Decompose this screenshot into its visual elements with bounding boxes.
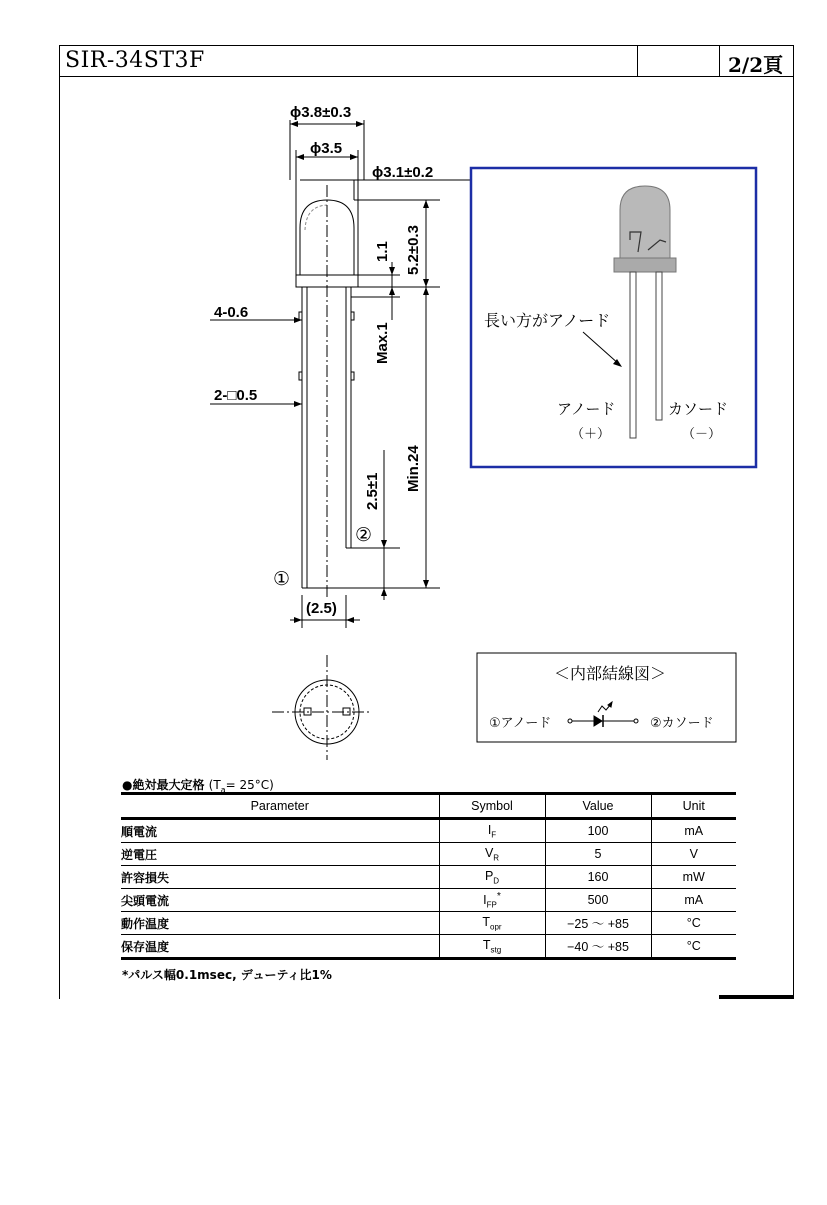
dim-max: Max.1 [374, 322, 391, 364]
dim-pitch: (2.5) [306, 600, 337, 617]
dim-outer-diameter: ϕ3.8±0.3 [290, 104, 352, 121]
table-row [121, 866, 736, 889]
table-row [121, 843, 736, 866]
param-name: 順電流 [121, 819, 439, 843]
param-symbol: $T_{stg}$ [439, 935, 545, 959]
param-symbol: $I_F$ [439, 819, 545, 843]
param-value: 100 [545, 819, 651, 843]
param-value: 5 [545, 843, 651, 866]
param-value: 500 [545, 889, 651, 912]
param-name: 動作温度 [121, 912, 439, 935]
dim-lead-diff: 2.5±1 [364, 472, 381, 510]
dim-flange: 1.1 [374, 241, 391, 262]
ratings-header-row [121, 794, 736, 819]
dim-lead-length: Min.24 [405, 445, 422, 492]
ratings-footnote: *パルス幅0.1msec, デューティ比1% [122, 968, 332, 982]
dim-body-diameter: ϕ3.5 [310, 140, 343, 157]
long-lead-note: 長い方がアノード [484, 313, 611, 330]
table-row [121, 935, 736, 959]
table-row [121, 912, 736, 935]
page-number: 2/2頁 [728, 53, 784, 77]
param-symbol: $V_R$ [439, 843, 545, 866]
param-unit: mW [651, 866, 736, 889]
ratings-title: ●絶対最大定格 $(T_a= 25^\circ C)$ [122, 778, 274, 795]
param-unit: °C [651, 935, 736, 959]
param-name: 逆電圧 [121, 843, 439, 866]
table-row [121, 819, 736, 843]
dim-lead-square: 2-□0.5 [214, 387, 258, 404]
anode-label: アノード [557, 401, 616, 418]
table-row [121, 889, 736, 912]
param-symbol: $P_D$ [439, 866, 545, 889]
param-value: −40 ～ +85 [545, 935, 651, 959]
pin-2-label: ② [355, 525, 373, 546]
circuit-title: ＜内部結線図＞ [554, 666, 667, 683]
cathode-label: カソード [668, 401, 729, 418]
param-unit: mA [651, 819, 736, 843]
param-value: −25 ～ +85 [545, 912, 651, 935]
col-parameter: Parameter [121, 794, 439, 819]
param-name: 保存温度 [121, 935, 439, 959]
param-symbol: $I_{FP}^*$ [439, 889, 545, 912]
frame-footer-mark [719, 995, 794, 999]
ratings-condition: $(T_a= 25^\circ C)$ [208, 778, 274, 795]
col-value: Value [545, 794, 651, 819]
ratings-table [121, 792, 736, 960]
diode-symbol [568, 702, 638, 727]
param-unit: °C [651, 912, 736, 935]
dim-lead-count: 4-0.6 [214, 304, 249, 321]
col-unit: Unit [651, 794, 736, 819]
bottom-view [272, 655, 372, 760]
circuit-cathode: ②カソード [650, 715, 714, 730]
dim-lens-diameter: ϕ3.1±0.2 [372, 164, 434, 181]
dim-body-height: 5.2±0.3 [405, 225, 422, 275]
col-symbol: Symbol [439, 794, 545, 819]
circuit-anode: ①アノード [489, 715, 552, 730]
param-value: 160 [545, 866, 651, 889]
param-name: 許容損失 [121, 866, 439, 889]
cathode-sign: （－） [682, 426, 722, 441]
param-symbol: $T_{opr}$ [439, 912, 545, 935]
param-name: 尖頭電流 [121, 889, 439, 912]
param-unit: mA [651, 889, 736, 912]
param-unit: V [651, 843, 736, 866]
pin-1-label: ① [273, 569, 291, 590]
model-name: SIR-34ST3F [65, 48, 205, 73]
anode-sign: （＋） [571, 426, 611, 441]
